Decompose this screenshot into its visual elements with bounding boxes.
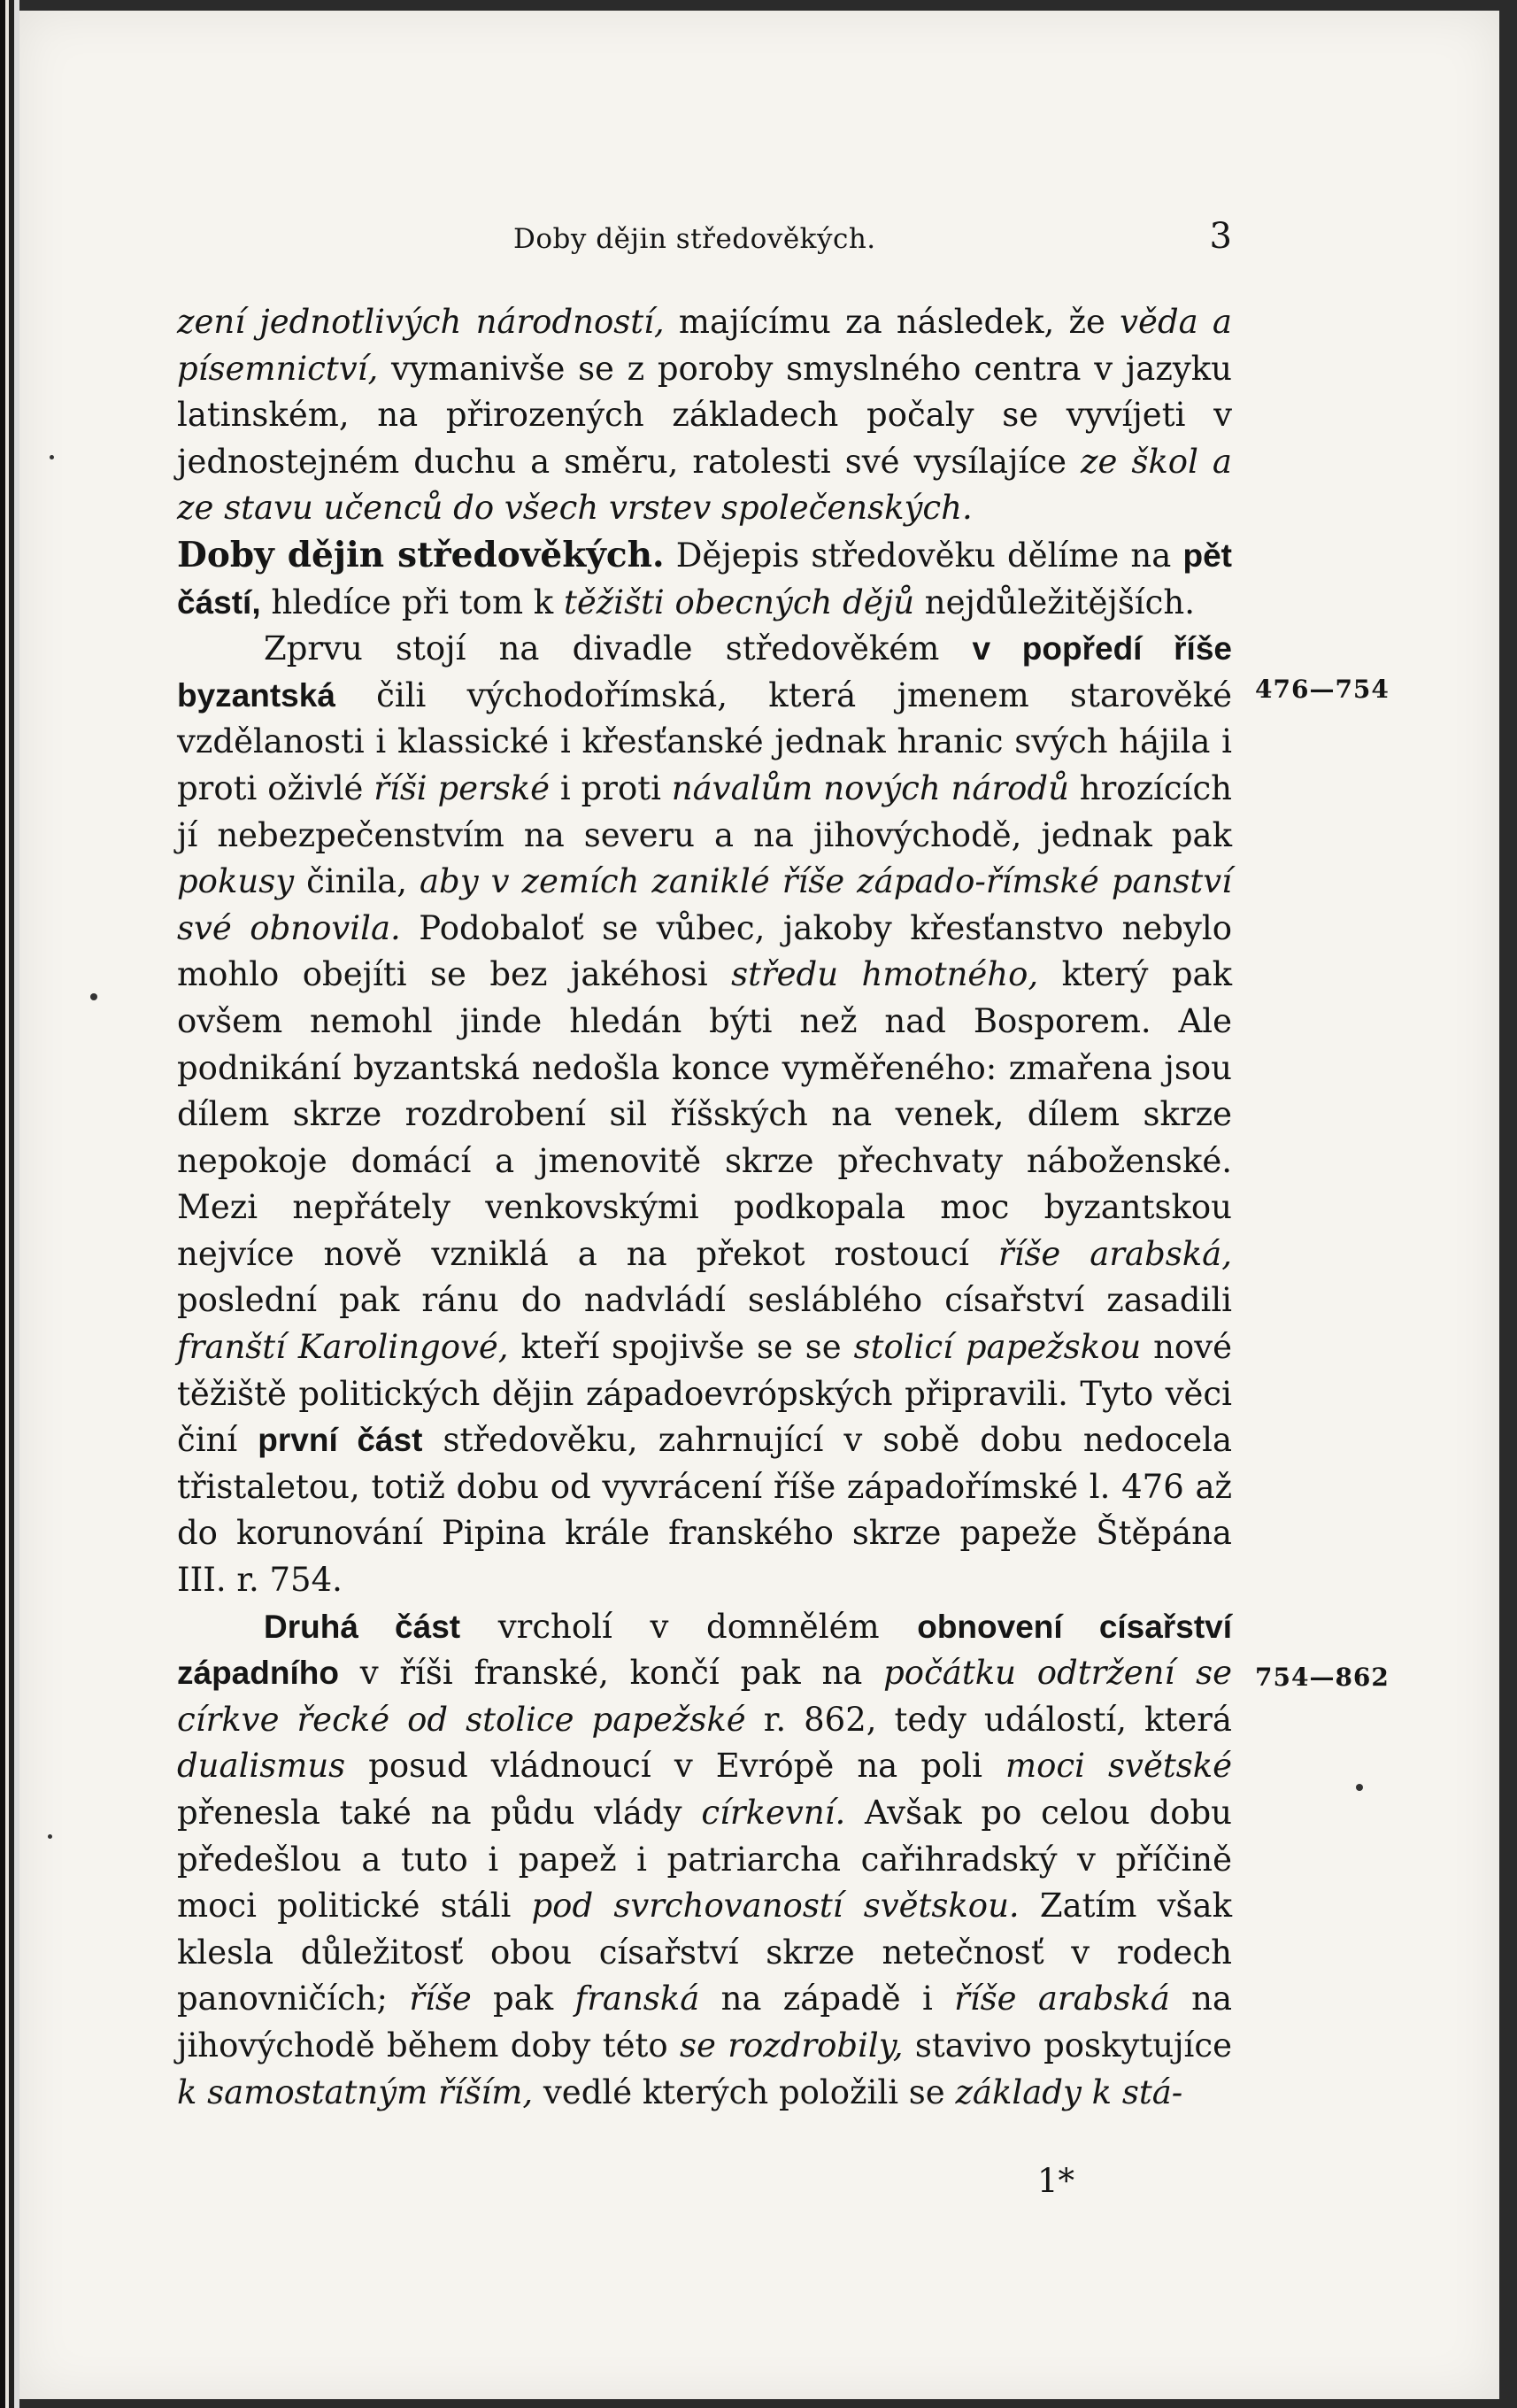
text-run: stolicí papežskou [853, 1328, 1142, 1367]
text-run: církevní. [701, 1794, 846, 1832]
text-run: na západě i [699, 1980, 955, 2018]
text-run: nejdůležitějších. [914, 583, 1195, 621]
section-heading: Doby dějin středověkých. [177, 534, 665, 575]
text-run: pět částí, [177, 536, 1232, 621]
paragraph-3 [177, 626, 1232, 1603]
margin-date-note: 754—862 [1255, 1663, 1390, 1692]
text-run: Zprvu stojí na divadle středověkém [264, 629, 973, 668]
text-run: Podobaloť se vůbec, jakoby křesťanstvo nebylo mohlo obejíti se bez jakéhosi [177, 908, 1232, 994]
text-run: který pak ovšem nemohl jinde hledán býti než nad Bosporem. Ale podnikání byzantská nedošla konce vyměřeného: zmařena jsou dílem skrze rozdrobení sil říšských na venek, dílem skrze nepokoje domácí a jmenovitě skrze přechvaty náboženské. Mezi nepřátely venkovskými podkopala moc byzantskou nejvíce nově vzniklá a na překot rostoucí [177, 955, 1232, 1273]
text-run: franští Karolingové, [177, 1328, 509, 1367]
page-number: 3 [1209, 216, 1232, 257]
text-run: Zatím však klesla důležitosť obou císařství skrze netečnosť v rodech panovničích; [177, 1887, 1232, 2018]
text-run: se rozdrobily, [680, 2026, 904, 2065]
paragraph-4 [177, 1604, 1232, 2117]
running-title: Doby dějin středověkých. [513, 223, 876, 255]
text-run: dualismus [177, 1747, 346, 1786]
text-run: zení jednotlivých národností, [177, 303, 665, 341]
text-run: pokusy [177, 862, 295, 901]
text-run: počátku odtržení se církve řecké od stolice papežské [177, 1654, 1232, 1739]
ink-speck [1356, 1784, 1363, 1791]
text-run: věda a písemnictví, [177, 303, 1232, 388]
text-run: středověku, zahrnující v sobě dobu nedocela třistaletou, totiž dobu od vyvrácení říše západořímské l. 476 až do korunování Pipina krále franského skrze papeže Štěpána III. r. 754. [177, 1421, 1233, 1600]
text-run: ze škol a ze stavu učenců do všech vrstev společenských. [177, 442, 1232, 528]
text-run: franská [574, 1980, 700, 2018]
text-run: poslední pak ránu do nadvládí sesláblého císařství zasadili [177, 1281, 1232, 1320]
text-run: hrozících jí nebezpečenstvím na severu a na jihovýchodě, jednak pak [177, 768, 1232, 854]
text-run: pod svrchovaností světskou. [531, 1887, 1020, 1926]
signature-mark: 1* [1037, 2162, 1075, 2200]
text-run: základy k stá- [955, 2072, 1183, 2111]
text-run: první část [258, 1422, 423, 1459]
text-run: na jihovýchodě během doby této [177, 1980, 1233, 2065]
text-run: říše arabská, [997, 1234, 1233, 1273]
text-run: r. 862, tedy událostí, která [745, 1700, 1232, 1739]
ink-speck [48, 1834, 52, 1839]
text-run: Druhá část [264, 1608, 461, 1645]
text-run: v popředí říše byzantská [177, 630, 1232, 714]
paragraph-1 [177, 299, 1232, 532]
text-run: obnovení císařství západního [177, 1608, 1232, 1692]
text-run: aby v zemích zaniklé říše západo-římské panství své obnovila. [177, 862, 1232, 947]
text-run: stavivo poskytujíce [903, 2026, 1232, 2065]
text-run: říše arabská [954, 1980, 1170, 2018]
text-run: návalům nových národů [671, 768, 1069, 807]
text-run: říši perské [373, 768, 551, 807]
text-run: Dějepis středověku dělíme na [664, 536, 1183, 575]
paragraph-2 [177, 532, 1232, 626]
margin-date-note: 476—754 [1255, 675, 1390, 704]
text-run: hledíce při tom k [260, 583, 564, 621]
body-text [177, 299, 1232, 2116]
text-run: moci světské [1005, 1747, 1233, 1786]
text-run: přenesla také na půdu vlády [177, 1794, 702, 1832]
text-run: vrcholí v domnělém [460, 1607, 918, 1646]
page-header [177, 216, 1232, 267]
text-run: vedlé kterých položili se [533, 2072, 956, 2111]
text-run: majícímu za následek, že [664, 303, 1120, 341]
text-run: těžišti obecných dějů [563, 583, 915, 621]
text-run: středu hmotného, [731, 955, 1039, 994]
text-run: k samostatným říším, [177, 2072, 534, 2111]
text-run: posud vládnoucí v Evrópě na poli [345, 1747, 1006, 1786]
book-binding-edge [0, 0, 19, 2408]
text-run: činila, [294, 862, 420, 901]
text-run: i proti [550, 768, 672, 807]
text-run: pak [471, 1980, 575, 2018]
text-run: kteří spojivše se se [508, 1328, 854, 1367]
text-run: vymanivše se z poroby smyslného centra v jazyku latinském, na přirozených základech počaly se vyvíjeti v jednostejném duchu a směru, ratolesti své vysílajíce [177, 349, 1232, 481]
ink-speck [90, 993, 97, 1000]
text-run: čili východořímská, která jmenem starověké vzdělanosti i klassické i křesťanské jednak hranic svých hájila i proti oživlé [177, 675, 1232, 807]
text-run: Avšak po celou dobu předešlou a tuto i papež i patriarcha cařihradský v příčině moci politické stáli [177, 1794, 1232, 1926]
ink-speck [50, 455, 54, 459]
text-run: v říši franské, končí pak na [338, 1654, 884, 1693]
text-run: nové těžiště politických dějin západoevrópských připravili. Tyto věci činí [177, 1328, 1232, 1460]
text-run: říše [409, 1980, 472, 2018]
